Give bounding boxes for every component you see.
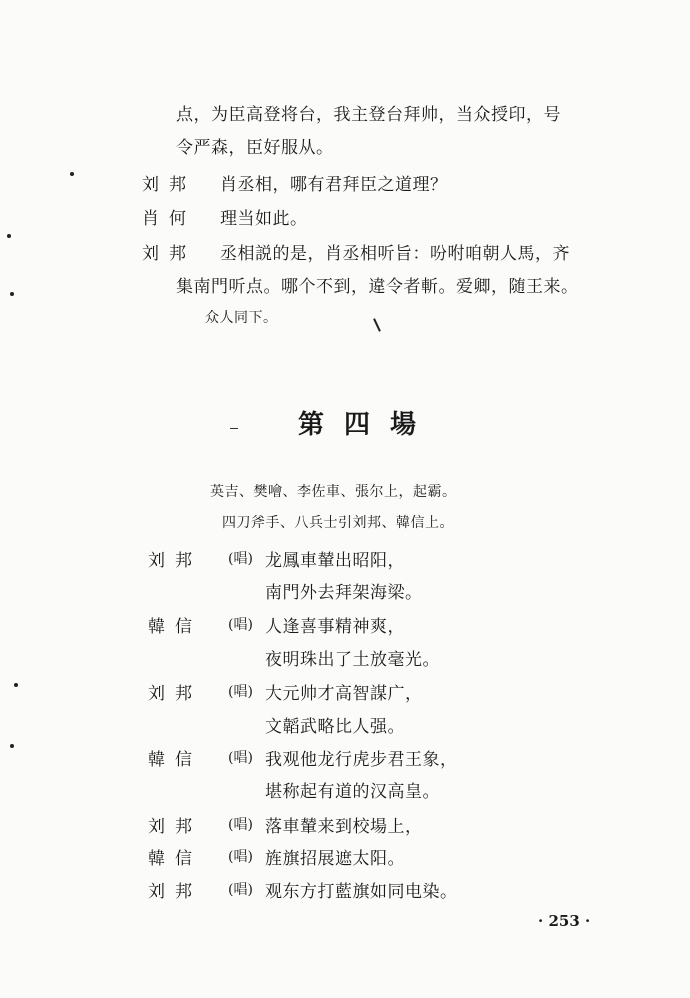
pen-mark — [373, 318, 381, 332]
speck-mark — [7, 234, 11, 238]
speaker-name: 刘邦 — [148, 551, 202, 571]
speck-mark — [14, 683, 18, 687]
dash-mark — [230, 428, 238, 429]
sung-line: 龙鳳車輦出昭阳， — [265, 551, 405, 571]
sung-tag: (唱) — [228, 817, 253, 833]
dialogue-line: 丞相説的是，肖丞相听旨：吩咐咱朝人馬，齐 — [220, 244, 570, 264]
sung-line: 落車輦来到校場上， — [265, 817, 423, 837]
sung-tag: (唱) — [228, 882, 253, 898]
dialogue-line: 理当如此。 — [220, 209, 308, 229]
speaker-name: 韓信 — [148, 617, 202, 637]
dialogue-line: 集南門听点。哪个不到，違令者斬。爱卿，随王来。 — [176, 277, 579, 297]
sung-line: 南門外去拜架海梁。 — [265, 583, 423, 603]
sung-line: 我观他龙行虎步君王象， — [265, 750, 458, 770]
sung-tag: (唱) — [228, 849, 253, 865]
speaker-name: 韓信 — [148, 750, 202, 770]
sung-tag: (唱) — [228, 617, 253, 633]
speck-mark — [10, 744, 14, 748]
speaker-name: 刘邦 — [148, 684, 202, 704]
sung-line: 大元帅才高智謀广， — [265, 684, 423, 704]
speaker-name: 刘邦 — [148, 817, 202, 837]
sung-line: 旌旗招展遮太阳。 — [265, 849, 405, 869]
dialogue-line: 点，为臣高登将台，我主登台拜帅，当众授印，号 — [176, 105, 561, 125]
speck-mark — [10, 292, 14, 296]
speaker-name: 刘邦 — [148, 882, 202, 902]
sung-tag: (唱) — [228, 750, 253, 766]
sung-tag: (唱) — [228, 684, 253, 700]
speaker-name: 肖何 — [142, 209, 196, 229]
sung-line: 堪称起有道的汉高皇。 — [265, 782, 440, 802]
stage-direction: 英吉、樊噲、李佐車、張尔上，起霸。 — [210, 484, 457, 500]
dialogue-line: 肖丞相，哪有君拜臣之道理？ — [220, 175, 448, 195]
dialogue-line: 令严森，臣好服从。 — [176, 138, 334, 158]
sung-line: 夜明珠出了土放毫光。 — [265, 650, 440, 670]
stage-direction: 众人同下。 — [205, 310, 278, 326]
sung-line: 观东方打藍旗如同电染。 — [265, 882, 458, 902]
speaker-name: 刘邦 — [142, 244, 196, 264]
stage-direction: 四刀斧手、八兵士引刘邦、韓信上。 — [222, 515, 454, 531]
sung-line: 人逢喜事精神爽， — [265, 617, 405, 637]
speaker-name: 刘邦 — [142, 175, 196, 195]
sung-line: 文韜武略比人强。 — [265, 717, 405, 737]
speaker-name: 韓信 — [148, 849, 202, 869]
page-number: · 253 · — [538, 912, 591, 930]
sung-tag: (唱) — [228, 551, 253, 567]
scene-title: 第四場 — [298, 410, 437, 440]
speck-mark — [70, 172, 74, 176]
